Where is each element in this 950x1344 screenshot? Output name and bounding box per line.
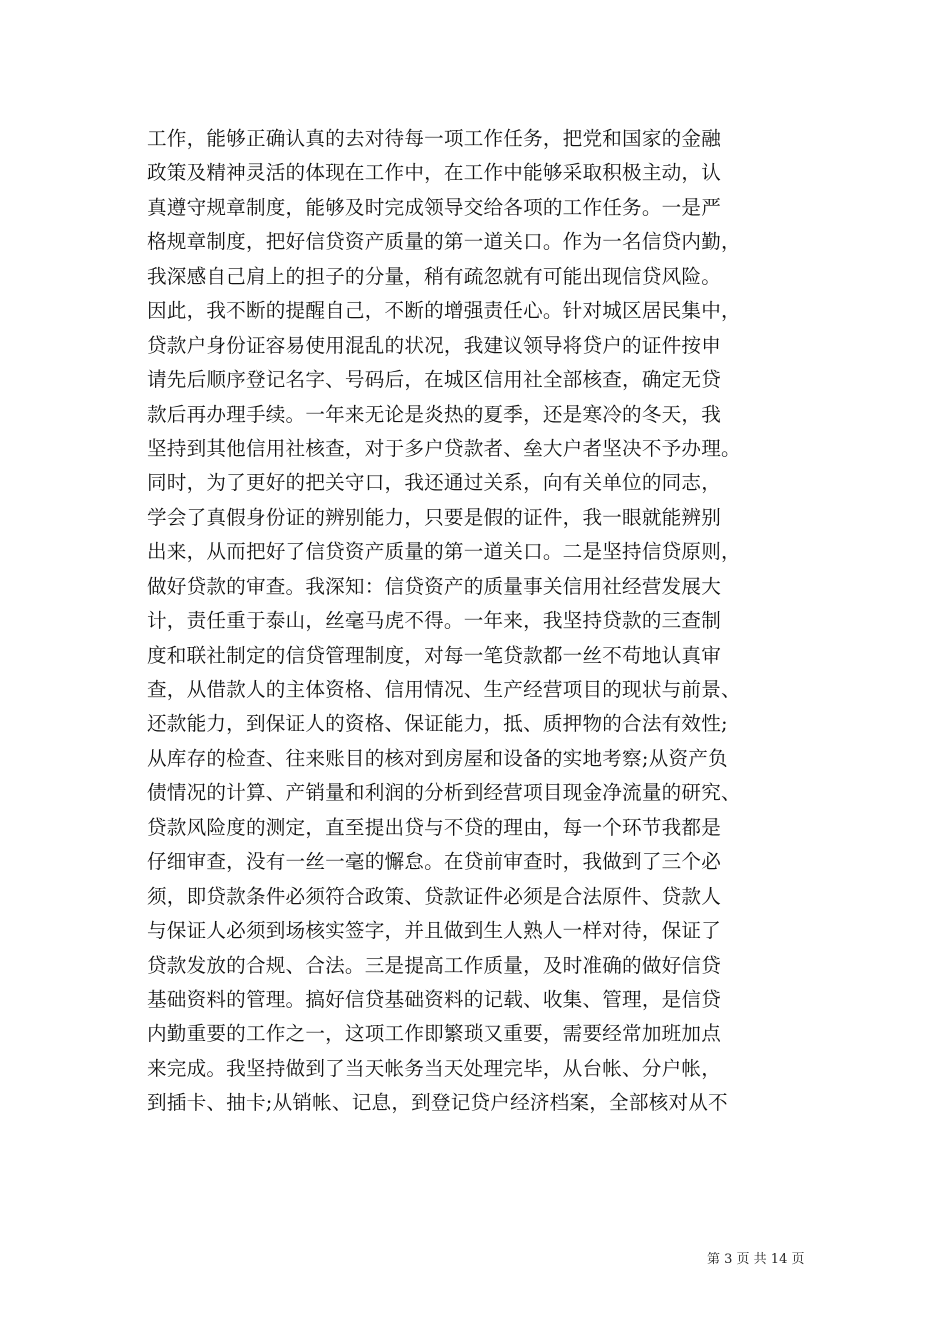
text-line: 同时，为了更好的把关守口，我还通过关系，向有关单位的同志， (147, 471, 722, 495)
text-line: 真遵守规章制度，能够及时完成领导交给各项的工作任务。一是严 (147, 195, 722, 219)
text-line: 还款能力，到保证人的资格、保证能力，抵、质押物的合法有效性; (147, 712, 728, 736)
text-line: 与保证人必须到场核实签字，并且做到生人熟人一样对待，保证了 (147, 919, 722, 943)
text-line: 政策及精神灵活的体现在工作中，在工作中能够采取积极主动，认 (147, 161, 722, 185)
text-line: 因此，我不断的提醒自己，不断的增强责任心。针对城区居民集中， (147, 299, 741, 323)
body-text (147, 122, 827, 1121)
text-line: 款后再办理手续。一年来无论是炎热的夏季，还是寒冷的冬天，我 (147, 402, 722, 426)
text-line: 债情况的计算、产销量和利润的分析到经营项目现金净流量的研究、 (147, 781, 741, 805)
text-line: 计，责任重于泰山，丝毫马虎不得。一年来，我坚持贷款的三查制 (147, 609, 722, 633)
text-line: 查，从借款人的主体资格、信用情况、生产经营项目的现状与前景、 (147, 678, 741, 701)
text-line: 我深感自己肩上的担子的分量，稍有疏忽就有可能出现信贷风险。 (147, 264, 722, 288)
page-number-footer: 第 3 页 共 14 页 (707, 1252, 805, 1267)
text-line: 贷款风险度的测定，直至提出贷与不贷的理由，每一个环节我都是 (147, 815, 722, 839)
text-line: 内勤重要的工作之一，这项工作即繁琐又重要，需要经常加班加点 (147, 1022, 722, 1046)
text-line: 基础资料的管理。搞好信贷基础资料的记载、收集、管理，是信贷 (147, 987, 722, 1011)
text-line: 出来，从而把好了信贷资产质量的第一道关口。二是坚持信贷原则， (147, 540, 741, 564)
text-line: 贷款户身份证容易使用混乱的状况，我建议领导将贷户的证件按申 (147, 333, 722, 357)
text-line: 格规章制度，把好信贷资产质量的第一道关口。作为一名信贷内勤， (147, 230, 741, 254)
text-line: 度和联社制定的信贷管理制度，对每一笔贷款都一丝不苟地认真审 (147, 643, 722, 667)
text-line: 学会了真假身份证的辨别能力，只要是假的证件，我一眼就能辨别 (147, 505, 722, 529)
text-line: 从库存的检查、往来账目的核对到房屋和设备的实地考察;从资产负 (147, 746, 728, 770)
text-line: 来完成。我坚持做到了当天帐务当天处理完毕，从台帐、分户帐， (147, 1056, 722, 1080)
text-line: 请先后顺序登记名字、号码后，在城区信用社全部核查，确定无贷 (147, 368, 722, 392)
text-line: 做好贷款的审查。我深知：信贷资产的质量事关信用社经营发展大 (147, 574, 722, 598)
text-line: 坚持到其他信用社核查，对于多户贷款者、垒大户者坚决不予办理。 (147, 436, 741, 460)
text-line: 到插卡、抽卡;从销帐、记息，到登记贷户经济档案，全部核对从不 (147, 1091, 728, 1115)
text-line: 仔细审查，没有一丝一毫的懈怠。在贷前审查时，我做到了三个必 (147, 850, 722, 874)
text-line: 工作，能够正确认真的去对待每一项工作任务，把党和国家的金融 (147, 127, 722, 150)
text-line: 贷款发放的合规、合法。三是提高工作质量，及时准确的做好信贷 (147, 953, 722, 977)
text-line: 须，即贷款条件必须符合政策、贷款证件必须是合法原件、贷款人 (147, 884, 722, 908)
